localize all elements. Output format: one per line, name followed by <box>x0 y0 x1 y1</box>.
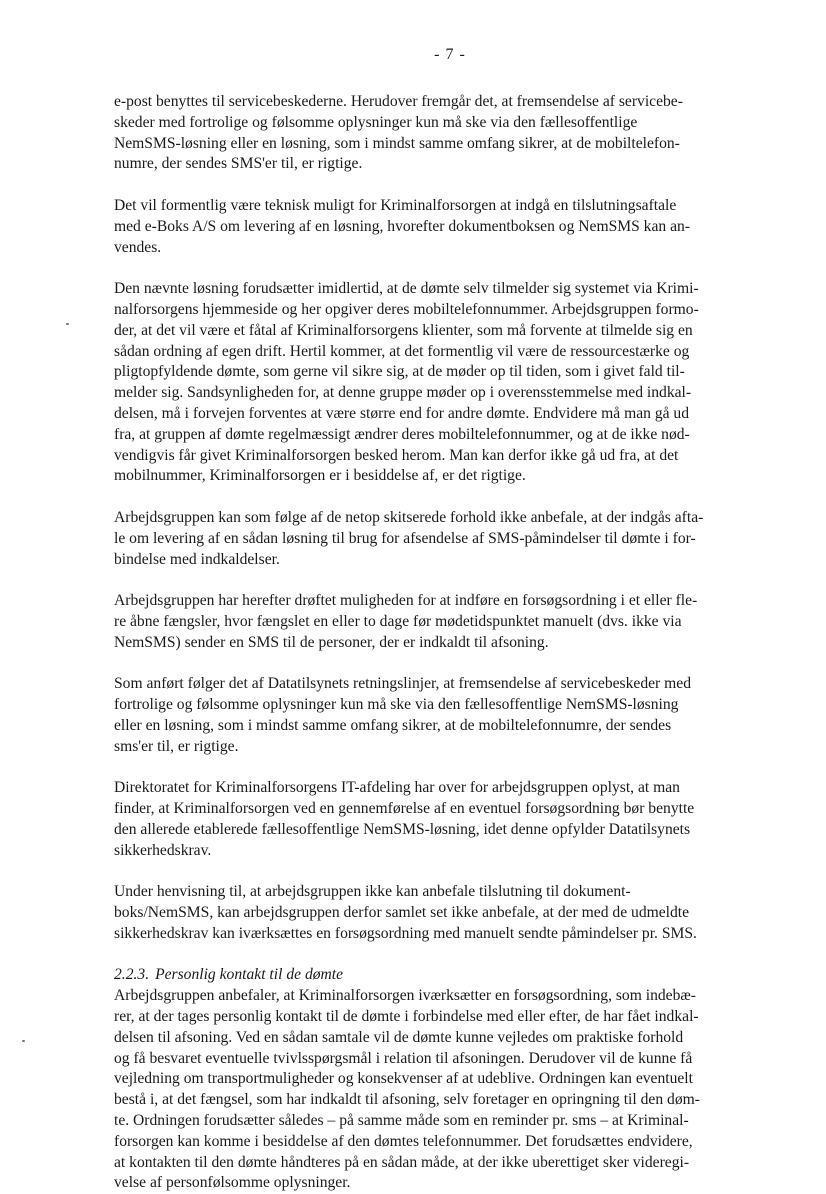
paragraph <box>114 591 742 653</box>
paragraph-line: sms'er til, er rigtige. <box>114 737 239 755</box>
paragraph-line: Arbejdsgruppen kan som følge af de netop skitserede forhold ikke anbefale, at der indgås afta- <box>114 508 704 526</box>
section-line: at kontakten til den dømte håndteres på en sådan måde, at der ikke uberettiget sker videregi- <box>114 1153 690 1171</box>
paragraph-line: Som anført følger det af Datatilsynets retningslinjer, at fremsendelse af servicebeskeder med <box>114 675 691 693</box>
paragraph <box>114 508 742 570</box>
paragraph-line: finder, at Kriminalforsorgen ved en gennemførelse af en eventuel forsøgsordning bør benytte <box>114 800 695 818</box>
paragraph <box>114 674 742 757</box>
paragraph-line: sikkerhedskrav. <box>114 841 212 859</box>
section-line: velse af personfølsomme oplysninger. <box>114 1174 351 1192</box>
paragraph-line: sådan ordning af egen drift. Hertil kommer, at det formentlig vil være de ressourcestærke og <box>114 342 690 360</box>
paragraph-line: le om levering af en sådan løsning til brug for afsendelse af SMS-påmindelser til dømte i for- <box>114 529 696 547</box>
paragraph-line: Arbejdsgruppen har herefter drøftet muligheden for at indføre en forsøgsordning i et eller fle- <box>114 592 698 610</box>
paragraph-line: fra, at gruppen af dømte regelmæssigt ændrer deres mobiltelefonnummer, og at de ikke nød- <box>114 425 690 443</box>
paragraph-line: skeder med fortrolige og følsomme oplysninger kun må ske via den fællesoffentlige <box>114 113 638 131</box>
paragraph-line: Det vil formentlig være teknisk muligt for Kriminalforsorgen at indgå en tilslutningsaftale <box>114 196 677 214</box>
paragraph-line: boks/NemSMS, kan arbejdsgruppen derfor samlet set ikke anbefale, at der med de udmeldte <box>114 904 690 922</box>
section-line: vejledning om transportmuligheder og konsekvenser af at udeblive. Ordningen kan eventuelt <box>114 1070 693 1088</box>
section-line: forsorgen kan komme i besiddelse af den dømtes telefonnummer. Det forudsættes endvidere, <box>114 1132 693 1150</box>
section-line: delsen til afsoning. Ved en sådan samtale vil de dømte kunne vejledes om praktiske forhold <box>114 1028 684 1046</box>
paragraph-line: melder sig. Sandsynligheden for, at denne gruppe møder op i overensstemmelse med indkal- <box>114 384 692 402</box>
paragraph <box>114 778 742 861</box>
paragraph-line: Direktoratet for Kriminalforsorgens IT-afdeling har over for arbejdsgruppen oplyst, at man <box>114 779 680 797</box>
paragraph-line: Under henvisning til, at arbejdsgruppen ikke kan anbefale tilslutning til dokument- <box>114 883 631 901</box>
paragraph-line: eller en løsning, som i mindst samme omfang sikrer, at de mobiltelefonnumre, der sendes <box>114 716 672 734</box>
paragraph <box>114 882 742 944</box>
paragraph-line: fortrolige og følsomme oplysninger kun må ske via den fællesoffentlige NemSMS-løsning <box>114 696 679 714</box>
paragraph-line: NemSMS) sender en SMS til de personer, der er indkaldt til afsoning. <box>114 633 549 651</box>
paragraph-line: sikkerhedskrav kan iværksættes en forsøgsordning med manuelt sendte påmindelser pr. SMS. <box>114 924 697 942</box>
section-title: Personlig kontakt til de dømte <box>155 966 344 984</box>
paragraph-line: mobilnummer, Kriminalforsorgen er i besiddelse af, er det rigtige. <box>114 467 526 485</box>
paragraph-line: e-post benyttes til servicebeskederne. Herudover fremgår det, at fremsendelse af servicebe- <box>114 93 683 110</box>
page-number: - 7 - <box>434 46 466 63</box>
paragraph-line: vendigvis får givet Kriminalforsorgen besked herom. Man kan derfor ikke gå ud fra, at det <box>114 446 679 464</box>
paragraph <box>114 279 742 487</box>
document-body <box>114 92 742 1194</box>
paragraph-line: numre, der sendes SMS'er til, er rigtige. <box>114 155 363 173</box>
paragraph <box>114 92 742 175</box>
paragraph-line: med e-Boks A/S om levering af en løsning, hvorefter dokumentboksen og NemSMS kan an- <box>114 217 691 235</box>
section-line: te. Ordningen forudsætter således – på samme måde som en reminder pr. sms – at Kriminal- <box>114 1112 689 1130</box>
paragraph-line: NemSMS-løsning eller en løsning, som i mindst samme omfang sikrer, at de mobiltelefon- <box>114 134 680 152</box>
paragraph-line: der, at det vil være et fåtal af Kriminalforsorgens klienter, som må forvente at tilmelde sig en <box>114 321 693 339</box>
paragraph-line: nalforsorgens hjemmeside og her opgiver deres mobiltelefonnummer. Arbejdsgruppen formo- <box>114 300 699 318</box>
paragraph-line: Den nævnte løsning forudsætter imidlertid, at de dømte selv tilmelder sig systemet via Krimi- <box>114 280 699 298</box>
paragraph-line: pligtopfyldende dømte, som gerne vil sikre sig, at de møder op til tiden, som i givet fald til- <box>114 363 685 381</box>
paragraph-line: re åbne fængsler, hvor fængslet en eller to dage før mødetidspunktet manuelt (dvs. ikke via <box>114 612 682 630</box>
paragraph <box>114 196 742 258</box>
section-line: og få besvaret eventuelle tvivlsspørgsmål i relation til afsoningen. Derudover vil de kunne få <box>114 1049 693 1067</box>
section-line: rer, at der tages personlig kontakt til de dømte i forbindelse med eller efter, de har fået indkal- <box>114 1008 699 1026</box>
section-heading <box>114 965 742 986</box>
section-body <box>114 986 742 1194</box>
paragraph-line: vendes. <box>114 238 162 256</box>
section-line: bestå i, at det fængsel, som har indkaldt til afsoning, selv foretager en opringning til den døm- <box>114 1091 700 1109</box>
scan-speck <box>66 323 69 325</box>
paragraph-line: delsen, må i forvejen forventes at være større end for andre dømte. Endvidere må man gå ud <box>114 404 690 422</box>
paragraph-line: bindelse med indkaldelser. <box>114 550 280 568</box>
paragraph-line: den allerede etablerede fællesoffentlige NemSMS-løsning, idet denne opfylder Datatilsynets <box>114 820 691 838</box>
section-line: Arbejdsgruppen anbefaler, at Kriminalforsorgen iværksætter en forsøgsordning, som indebæ- <box>114 987 696 1005</box>
scan-speck <box>22 1040 25 1042</box>
section-number: 2.2.3. <box>114 966 150 984</box>
